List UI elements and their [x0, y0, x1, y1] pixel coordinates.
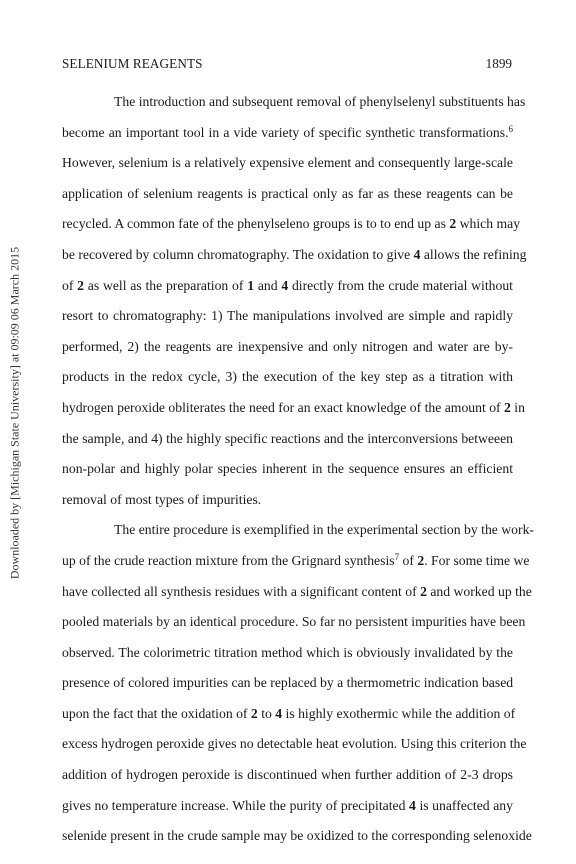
- text-line: [62, 240, 527, 271]
- text-line: [62, 362, 513, 393]
- text-line: [62, 148, 513, 179]
- text-run: removal of most types of impurities.: [62, 491, 262, 507]
- text-line: [62, 271, 513, 302]
- compound-number: 4: [275, 705, 283, 721]
- text-line: [62, 607, 526, 638]
- text-run: up of the crude reaction mixture from the Grignard synthesis: [62, 552, 395, 568]
- text-run: the sample, and 4) the highly specific reactions and the interconversions betweeen: [62, 430, 513, 446]
- running-head-title: SELENIUM REAGENTS: [62, 56, 203, 71]
- text-run: which may: [456, 216, 521, 232]
- text-run: excess hydrogen peroxide gives no detectable heat evolution. Using this criterion the: [62, 736, 527, 752]
- compound-number: 4: [281, 277, 289, 293]
- text-line: [62, 485, 513, 516]
- compound-number: 2: [417, 552, 425, 568]
- text-line: [62, 454, 513, 485]
- text-run: to: [257, 705, 276, 721]
- compound-number: 2: [449, 216, 457, 232]
- download-watermark: [6, 0, 24, 864]
- text-run: allows the refining: [420, 246, 527, 262]
- compound-number: 1: [247, 277, 255, 293]
- reference-superscript: 7: [394, 551, 400, 562]
- text-line: [62, 791, 513, 822]
- compound-number: 2: [420, 583, 427, 599]
- text-run: selenide present in the crude sample may be oxidized to the corresponding selenoxide: [62, 828, 532, 844]
- text-line: [62, 209, 521, 240]
- text-run: hydrogen peroxide obliterates the need for an exact knowledge of the amount of: [62, 399, 505, 415]
- text-run: of: [62, 277, 78, 293]
- text-run: of: [399, 552, 418, 568]
- text-run: directly from the crude material without: [288, 277, 513, 293]
- text-line: [62, 729, 527, 760]
- text-run: application of selenium reagents is practical only as far as these reagents can be: [62, 185, 513, 201]
- text-run: gives no temperature increase. While the purity of precipitated: [62, 797, 410, 813]
- reference-superscript: 6: [508, 123, 513, 134]
- text-run: performed, 2) the reagents are inexpensive and only nitrogen and water are by-: [62, 338, 513, 354]
- text-run: The entire procedure is exemplified in the experimental section by the work-: [114, 522, 534, 538]
- compound-number: 2: [77, 277, 85, 293]
- text-run: products in the redox cycle, 3) the execution of the key step as a titration with: [62, 369, 513, 385]
- text-run: However, selenium is a relatively expensive element and consequently large-scale: [62, 155, 513, 171]
- text-run: have collected all synthesis residues with a significant content of: [62, 583, 421, 599]
- text-line: [62, 638, 513, 669]
- text-run: in: [510, 399, 525, 415]
- text-run: The introduction and subsequent removal of phenylselenyl substituents has: [114, 94, 526, 109]
- compound-number: 2: [250, 705, 258, 721]
- text-line: [62, 515, 534, 546]
- text-line: [62, 577, 532, 608]
- text-run: be recovered by column chromatography. The oxidation to give: [62, 246, 414, 262]
- text-run: presence of colored impurities can be replaced by a thermometric indication based: [62, 675, 514, 691]
- text-run: and worked up the: [426, 583, 532, 599]
- compound-number: 4: [413, 246, 421, 262]
- text-run: as well as the preparation of: [84, 277, 248, 293]
- text-run: is highly exothermic while the addition of: [282, 705, 516, 721]
- download-note: Downloaded by [Michigan State University] at 09:09 06 March 2015: [7, 246, 22, 580]
- text-run: upon the fact that the oxidation of: [62, 705, 251, 721]
- text-run: recycled. A common fate of the phenylseleno groups is to to end up as: [62, 216, 450, 232]
- compound-number: 2: [504, 399, 511, 415]
- text-run: resort to chromatography: 1) The manipulations involved are simple and rapidly: [62, 308, 513, 324]
- text-line: [62, 301, 513, 332]
- text-run: . For some time we: [424, 552, 530, 568]
- text-line: [62, 821, 532, 852]
- text-line: [62, 87, 526, 118]
- compound-number: 4: [409, 797, 416, 813]
- text-run: is unaffected any: [415, 797, 513, 813]
- text-line: [62, 699, 516, 730]
- text-line: [62, 668, 513, 699]
- page-number: 1899: [485, 56, 512, 71]
- text-line: [62, 393, 525, 424]
- text-run: non-polar and highly polar species inherent in the sequence ensures an efficient: [62, 461, 513, 477]
- text-run: addition of hydrogen peroxide is discontinued when further addition of 2-3 drops: [62, 767, 513, 783]
- article-body: [62, 87, 534, 852]
- text-line: [62, 179, 513, 210]
- paragraph-1: [62, 87, 527, 515]
- paragraph-2: [62, 515, 534, 852]
- text-run: observed. The colorimetric titration method which is obviously invalidated by the: [62, 644, 513, 660]
- text-run: pooled materials by an identical procedure. So far no persistent impurities have been: [62, 614, 526, 630]
- text-line: [62, 118, 513, 149]
- text-line: [62, 546, 530, 577]
- text-line: [62, 760, 513, 791]
- running-head: [62, 56, 512, 74]
- text-run: become an important tool in a vide variety of specific synthetic transformations.: [62, 124, 509, 140]
- text-line: [62, 332, 513, 363]
- text-line: [62, 424, 513, 455]
- text-run: and: [254, 277, 282, 293]
